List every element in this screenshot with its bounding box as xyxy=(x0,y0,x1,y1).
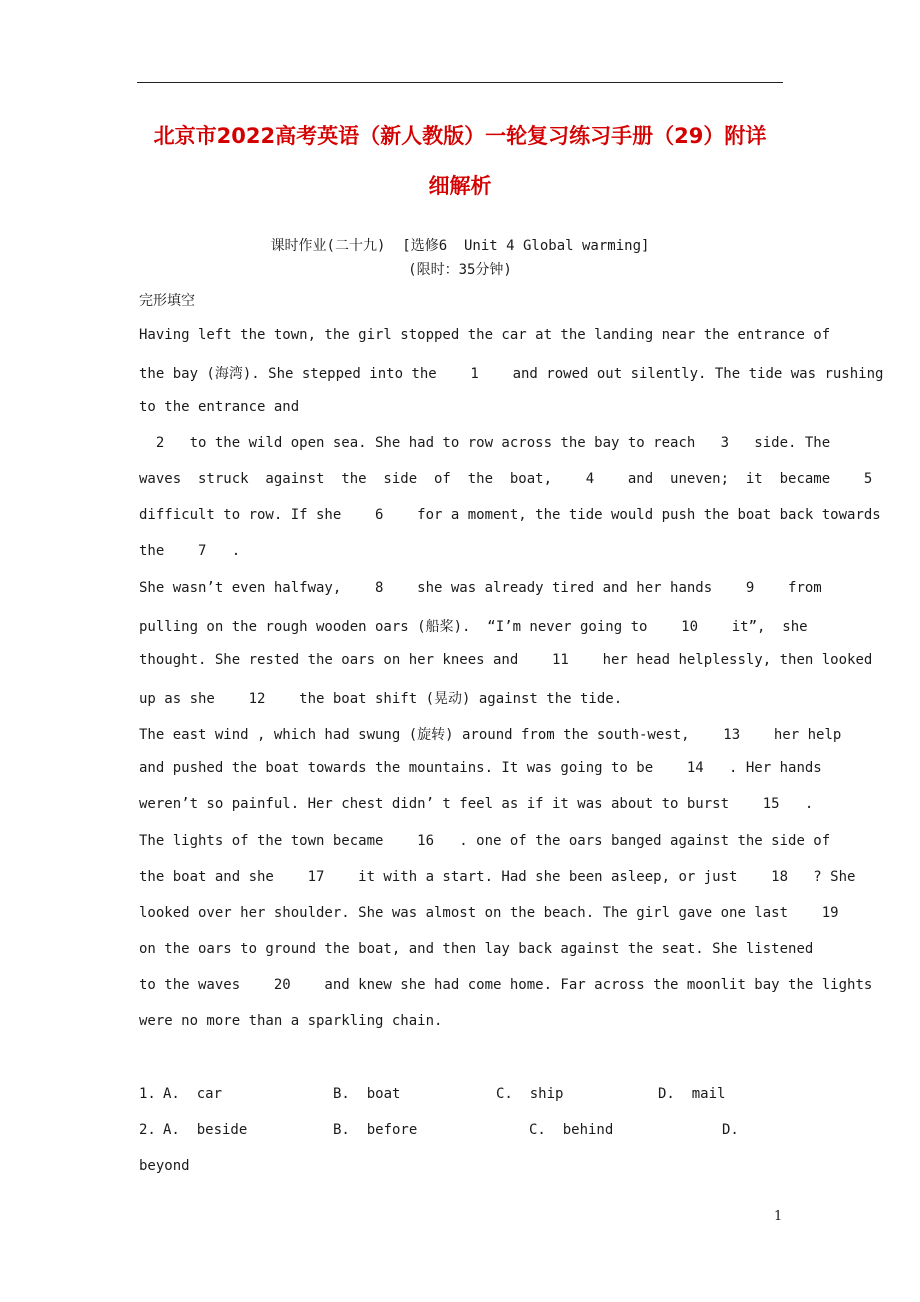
passage-line: pulling on the rough wooden oars (船桨). “I’m never going to 10 it”, she xyxy=(139,619,808,635)
passage-line: were no more than a sparkling chain. xyxy=(139,1013,443,1029)
option-d: D. mail xyxy=(658,1086,726,1102)
passage-line: and pushed the boat towards the mountains. It was going to be 14 . Her hands xyxy=(139,760,822,776)
passage-line: waves struck against the side of the boat, 4 and uneven; it became 5 xyxy=(139,471,873,487)
passage-line: difficult to row. If she 6 for a moment, the tide would push the boat back towards xyxy=(139,507,881,523)
passage-line: to the waves 20 and knew she had come home. Far across the moonlit bay the lights xyxy=(139,977,873,993)
document-title-line-1: 北京市2022高考英语（新人教版）一轮复习练习手册（29）附详 xyxy=(153,124,767,148)
question-number: 1. xyxy=(139,1086,156,1102)
passage-line: The lights of the town became 16 . one of the oars banged against the side of xyxy=(139,833,831,849)
assignment-subtitle: 课时作业(二十九) [选修6 Unit 4 Global warming] xyxy=(270,238,650,254)
option-d: D. xyxy=(722,1122,739,1138)
option-b: B. boat xyxy=(333,1086,401,1102)
passage-line: looked over her shoulder. She was almost on the beach. The girl gave one last 19 xyxy=(139,905,839,921)
page-number: 1 xyxy=(774,1209,783,1224)
passage-line: The east wind , which had swung (旋转) around from the south-west, 13 her help xyxy=(139,727,842,743)
question-number: 2. xyxy=(139,1122,156,1138)
passage-line: weren’t so painful. Her chest didn’ t feel as if it was about to burst 15 . xyxy=(139,796,814,812)
document-title-line-2: 细解析 xyxy=(428,174,492,198)
passage-line: on the oars to ground the boat, and then lay back against the seat. She listened xyxy=(139,941,814,957)
header-rule xyxy=(137,82,783,83)
option-c: C. behind xyxy=(529,1122,614,1138)
passage-line: thought. She rested the oars on her knees and 11 her head helplessly, then looked xyxy=(139,652,873,668)
passage-line: She wasn’t even halfway, 8 she was already tired and her hands 9 from xyxy=(139,580,822,596)
time-limit: (限时：35分钟) xyxy=(408,262,512,278)
option-b: B. before xyxy=(333,1122,418,1138)
option-c: C. ship xyxy=(496,1086,564,1102)
passage-line: the bay (海湾). She stepped into the 1 and rowed out silently. The tide was rushing xyxy=(139,366,884,382)
passage-line: 2 to the wild open sea. She had to row across the bay to reach 3 side. The xyxy=(139,435,831,451)
passage-line: up as she 12 the boat shift (晃动) against the tide. xyxy=(139,691,623,707)
option-d-text: beyond xyxy=(139,1158,190,1174)
passage-line: to the entrance and xyxy=(139,399,300,415)
passage-line: Having left the town, the girl stopped the car at the landing near the entrance of xyxy=(139,327,831,343)
option-a: A. car xyxy=(163,1086,223,1102)
option-a: A. beside xyxy=(163,1122,248,1138)
passage-line: the boat and she 17 it with a start. Had she been asleep, or just 18 ? She xyxy=(139,869,856,885)
passage-line: the 7 . xyxy=(139,543,241,559)
section-heading: 完形填空 xyxy=(139,293,195,309)
